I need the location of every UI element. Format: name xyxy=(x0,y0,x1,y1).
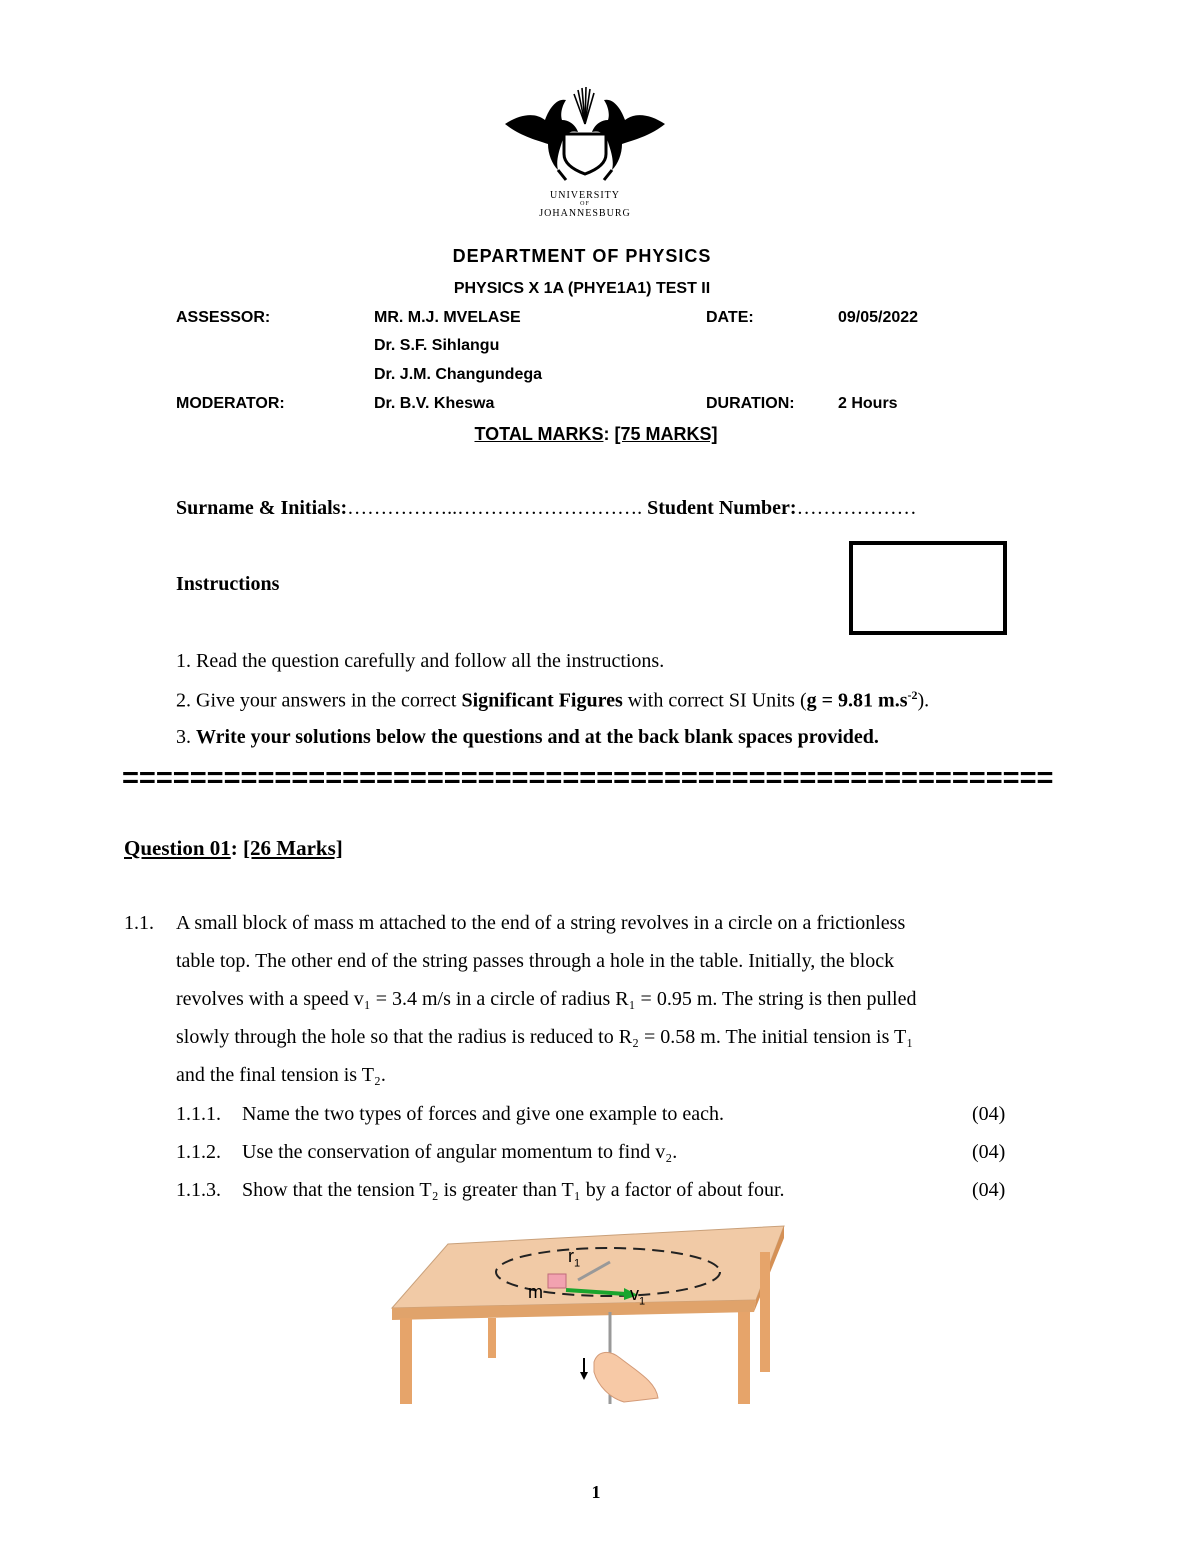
subquestion-number: 1.1.1. xyxy=(176,1103,221,1125)
total-marks xyxy=(0,424,1192,445)
assessor-1: MR. M.J. MVELASE xyxy=(374,309,521,326)
university-wordmark xyxy=(500,190,670,219)
question-title: Question 01 xyxy=(124,836,231,860)
question-1-1-line-1: A small block of mass m attached to the end of a string revolves in a circle on a frictionless xyxy=(176,912,906,934)
table-illustration xyxy=(388,1222,788,1412)
instruction-2-part-a: 2. Give your answers in the correct xyxy=(176,689,462,712)
question-marks: [26 Marks] xyxy=(243,836,343,860)
instruction-2-part-e: -2 xyxy=(907,688,918,702)
question-1-1-line-4: slowly through the hole so that the radius is reduced to R₂ = 0.58 m. The initial tension is T₁ xyxy=(176,1026,914,1048)
question-1-1-line-3: revolves with a speed v₁ = 3.4 m/s in a circle of radius R₁ = 0.95 m. The string is then pulled xyxy=(176,988,917,1010)
label-v-text: v xyxy=(630,1284,639,1304)
total-marks-label: TOTAL MARKS xyxy=(474,424,604,444)
moderator-label: MODERATOR: xyxy=(176,395,285,412)
subquestion-number: 1.1.2. xyxy=(176,1141,221,1163)
label-r1 xyxy=(568,1246,580,1270)
student-number-label: Student Number: xyxy=(647,497,797,519)
label-r-sub: 1 xyxy=(574,1257,581,1270)
wordmark-line3: JOHANNESBURG xyxy=(539,208,631,219)
department-title: DEPARTMENT OF PHYSICS xyxy=(452,246,712,266)
question-1-1-line-2: table top. The other end of the string passes through a hole in the table. Initially, the block xyxy=(176,950,895,972)
marks-box[interactable] xyxy=(849,541,1007,635)
instruction-3-part-b: Write your solutions below the questions and at the back blank spaces provided. xyxy=(196,726,879,748)
table-figure xyxy=(388,1222,788,1412)
instruction-3-part-a: 3. xyxy=(176,726,196,748)
instruction-2-part-c: with correct SI Units ( xyxy=(622,689,807,712)
question-heading xyxy=(124,836,343,861)
label-m: m xyxy=(528,1282,543,1302)
label-v1 xyxy=(630,1284,645,1308)
subquestion-marks: (04) xyxy=(972,1103,1006,1125)
surname-field[interactable]: ……………..………………………. xyxy=(347,497,643,519)
subquestion-text: Use the conservation of angular momentum to find v₂. xyxy=(242,1141,678,1163)
student-number-field[interactable]: ……………… xyxy=(796,497,917,519)
subquestion-number: 1.1.3. xyxy=(176,1179,221,1201)
instructions-title: Instructions xyxy=(176,573,280,595)
assessor-2: Dr. S.F. Sihlangu xyxy=(374,337,500,354)
question-1-1-line-5: and the final tension is T₂. xyxy=(176,1064,386,1086)
subquestion-marks: (04) xyxy=(972,1141,1006,1163)
date-value: 09/05/2022 xyxy=(838,309,919,326)
instruction-2-part-f: ). xyxy=(917,689,930,712)
course-title: PHYSICS X 1A (PHYE1A1) TEST II xyxy=(453,280,711,297)
date-label: DATE: xyxy=(706,309,754,326)
surname-label: Surname & Initials: xyxy=(176,497,348,519)
total-marks-colon: : xyxy=(603,424,610,444)
instruction-1: 1. Read the question carefully and follow all the instructions. xyxy=(176,650,665,672)
label-v-sub: 1 xyxy=(639,1295,646,1308)
subquestion-text: Name the two types of forces and give one example to each. xyxy=(242,1103,725,1125)
moderator-value: Dr. B.V. Kheswa xyxy=(374,395,495,412)
question-1-1-number: 1.1. xyxy=(124,912,154,934)
assessor-3: Dr. J.M. Changundega xyxy=(374,366,543,383)
subquestion-marks: (04) xyxy=(972,1179,1006,1201)
instruction-2 xyxy=(176,688,929,713)
total-marks-value: [75 MARKS] xyxy=(614,424,718,444)
duration-label: DURATION: xyxy=(706,395,795,412)
instruction-3 xyxy=(176,726,879,749)
student-info-line xyxy=(176,497,917,520)
instruction-2-part-b: Significant Figures xyxy=(461,689,623,712)
instruction-2-part-d: g = 9.81 m.s xyxy=(806,689,908,712)
separator-line: ======================================================= xyxy=(122,762,1054,794)
page-number: 1 xyxy=(591,1482,601,1502)
wordmark-line2: OF xyxy=(580,201,590,207)
subquestion-text: Show that the tension T₂ is greater than T₁ by a factor of about four. xyxy=(242,1179,785,1201)
duration-value: 2 Hours xyxy=(838,395,898,412)
label-r-text: r xyxy=(568,1246,574,1266)
question-colon: : xyxy=(230,836,238,860)
wordmark-line1: UNIVERSITY xyxy=(550,190,620,201)
assessor-label: ASSESSOR: xyxy=(176,309,271,326)
